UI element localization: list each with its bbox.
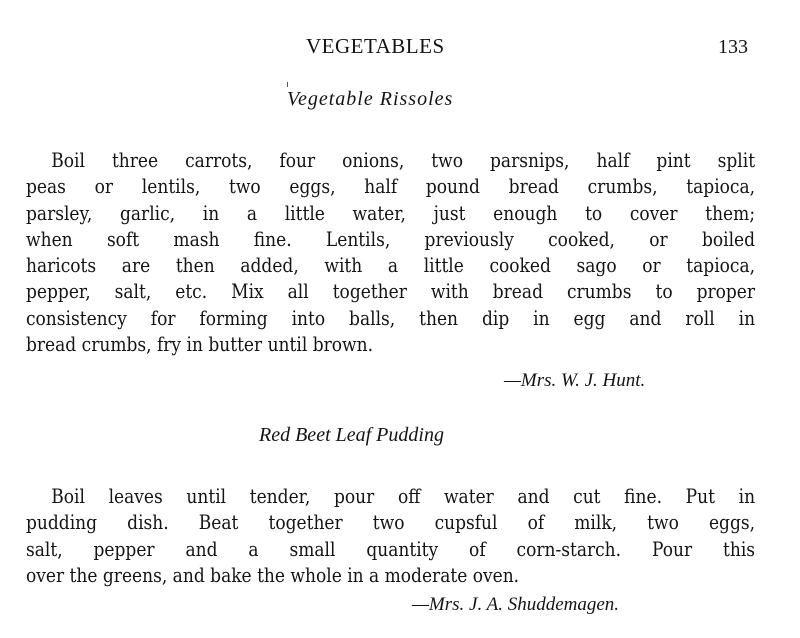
text-line: haricots are then added, with a little cooked sago or tapioca, <box>26 254 756 278</box>
recipe-title: Vegetable Rissoles <box>287 88 454 110</box>
text-line: peas or lentils, two eggs, half pound bread crumbs, tapioca, <box>26 175 756 199</box>
recipe-attribution: —Mrs. W. J. Hunt. <box>504 370 646 391</box>
text-line: consistency for forming into balls, then dip in egg and roll in <box>26 306 756 330</box>
text-line: over the greens, and bake the whole in a moderate oven. <box>26 563 520 587</box>
text-line: bread crumbs, fry in butter until brown. <box>26 333 374 357</box>
text-line: Boil three carrots, four onions, two parsnips, half pint split <box>51 149 756 172</box>
running-head: VEGETABLES <box>306 34 445 58</box>
text-line: pepper, salt, etc. Mix all together with bread crumbs to proper <box>26 280 756 304</box>
page-number: 133 <box>718 36 748 58</box>
recipe-body <box>26 148 756 358</box>
text-line: Boil leaves until tender, pour off water and cut fine. Put in <box>51 485 756 508</box>
recipe-title: Red Beet Leaf Pudding <box>259 424 444 446</box>
recipe-body <box>26 484 756 589</box>
print-speck <box>287 82 288 87</box>
text-line: when soft mash fine. Lentils, previously cooked, or boiled <box>26 227 756 251</box>
text-line: salt, pepper and a small quantity of corn-starch. Pour this <box>26 537 756 561</box>
text-line: pudding dish. Beat together two cupsful of milk, two eggs, <box>26 511 756 535</box>
text-line: parsley, garlic, in a little water, just enough to cover them; <box>26 201 756 225</box>
recipe-attribution: —Mrs. J. A. Shuddemagen. <box>412 594 620 615</box>
